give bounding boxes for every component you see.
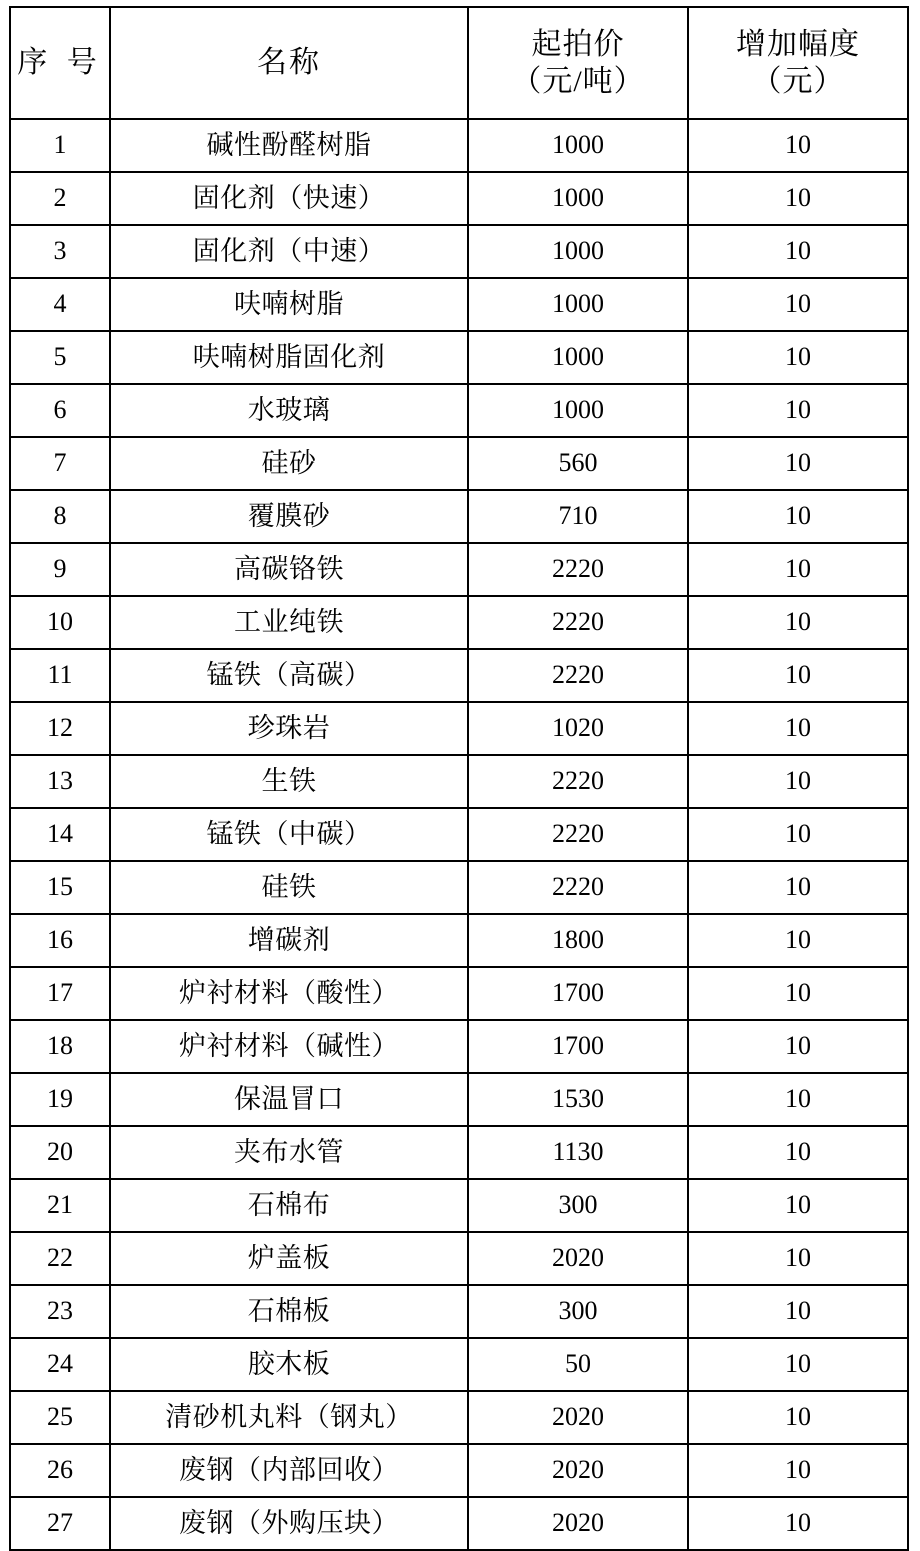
cell-index: 21	[10, 1179, 110, 1232]
table-row	[10, 967, 908, 1020]
cell-name: 增碳剂	[110, 914, 468, 967]
cell-name: 石棉板	[110, 1285, 468, 1338]
cell-increment: 10	[688, 596, 908, 649]
cell-name: 锰铁（中碳）	[110, 808, 468, 861]
table-row	[10, 1126, 908, 1179]
cell-starting-price: 1000	[468, 384, 688, 437]
cell-index: 27	[10, 1497, 110, 1550]
table-row	[10, 1020, 908, 1073]
table-row	[10, 596, 908, 649]
cell-index: 12	[10, 702, 110, 755]
table-row	[10, 119, 908, 172]
cell-index: 14	[10, 808, 110, 861]
cell-increment: 10	[688, 543, 908, 596]
cell-name: 炉盖板	[110, 1232, 468, 1285]
cell-index: 23	[10, 1285, 110, 1338]
cell-starting-price: 2220	[468, 543, 688, 596]
cell-name: 硅砂	[110, 437, 468, 490]
cell-increment: 10	[688, 1020, 908, 1073]
cell-starting-price: 300	[468, 1285, 688, 1338]
cell-index: 4	[10, 278, 110, 331]
table-row	[10, 755, 908, 808]
table-row	[10, 1338, 908, 1391]
cell-name: 生铁	[110, 755, 468, 808]
cell-starting-price: 300	[468, 1179, 688, 1232]
cell-index: 8	[10, 490, 110, 543]
cell-name: 锰铁（高碳）	[110, 649, 468, 702]
cell-starting-price: 560	[468, 437, 688, 490]
cell-index: 10	[10, 596, 110, 649]
table-row	[10, 649, 908, 702]
cell-name: 工业纯铁	[110, 596, 468, 649]
column-header-increment-line2: （元）	[751, 65, 845, 98]
cell-name: 废钢（外购压块）	[110, 1497, 468, 1550]
cell-index: 1	[10, 119, 110, 172]
cell-name: 清砂机丸料（钢丸）	[110, 1391, 468, 1444]
cell-index: 19	[10, 1073, 110, 1126]
cell-increment: 10	[688, 225, 908, 278]
table-row	[10, 914, 908, 967]
table-row	[10, 861, 908, 914]
cell-starting-price: 1000	[468, 331, 688, 384]
cell-starting-price: 1130	[468, 1126, 688, 1179]
column-header-starting-price	[468, 7, 688, 119]
cell-name: 碱性酚醛树脂	[110, 119, 468, 172]
table-row	[10, 1497, 908, 1550]
cell-starting-price: 1700	[468, 1020, 688, 1073]
cell-starting-price: 2020	[468, 1391, 688, 1444]
cell-starting-price: 2020	[468, 1444, 688, 1497]
table-body	[10, 119, 908, 1550]
cell-starting-price: 1530	[468, 1073, 688, 1126]
cell-increment: 10	[688, 119, 908, 172]
document-page	[0, 6, 920, 1546]
table-row	[10, 490, 908, 543]
cell-increment: 10	[688, 755, 908, 808]
cell-index: 7	[10, 437, 110, 490]
table-row	[10, 384, 908, 437]
cell-increment: 10	[688, 384, 908, 437]
cell-increment: 10	[688, 702, 908, 755]
cell-name: 胶木板	[110, 1338, 468, 1391]
cell-starting-price: 1020	[468, 702, 688, 755]
cell-starting-price: 2020	[468, 1497, 688, 1550]
cell-index: 26	[10, 1444, 110, 1497]
cell-starting-price: 2220	[468, 808, 688, 861]
table-row	[10, 225, 908, 278]
cell-increment: 10	[688, 1444, 908, 1497]
cell-starting-price: 1800	[468, 914, 688, 967]
table-row	[10, 172, 908, 225]
cell-index: 6	[10, 384, 110, 437]
cell-starting-price: 2220	[468, 649, 688, 702]
cell-name: 石棉布	[110, 1179, 468, 1232]
column-header-starting-price-line1: 起拍价	[531, 27, 625, 61]
cell-name: 固化剂（快速）	[110, 172, 468, 225]
cell-name: 废钢（内部回收）	[110, 1444, 468, 1497]
cell-index: 20	[10, 1126, 110, 1179]
cell-index: 9	[10, 543, 110, 596]
column-header-index: 序 号	[10, 7, 110, 119]
cell-name: 覆膜砂	[110, 490, 468, 543]
cell-index: 18	[10, 1020, 110, 1073]
cell-index: 11	[10, 649, 110, 702]
table-row	[10, 808, 908, 861]
table-row	[10, 702, 908, 755]
cell-increment: 10	[688, 1285, 908, 1338]
table-row	[10, 1285, 908, 1338]
cell-index: 3	[10, 225, 110, 278]
table-row	[10, 437, 908, 490]
cell-increment: 10	[688, 1338, 908, 1391]
cell-starting-price: 1000	[468, 119, 688, 172]
cell-name: 呋喃树脂固化剂	[110, 331, 468, 384]
cell-name: 水玻璃	[110, 384, 468, 437]
table-row	[10, 1179, 908, 1232]
cell-increment: 10	[688, 967, 908, 1020]
cell-starting-price: 2020	[468, 1232, 688, 1285]
table-row	[10, 1391, 908, 1444]
cell-starting-price: 1000	[468, 278, 688, 331]
cell-increment: 10	[688, 1179, 908, 1232]
cell-name: 夹布水管	[110, 1126, 468, 1179]
cell-increment: 10	[688, 278, 908, 331]
price-table	[9, 6, 909, 1551]
cell-name: 固化剂（中速）	[110, 225, 468, 278]
cell-increment: 10	[688, 1073, 908, 1126]
table-row	[10, 278, 908, 331]
cell-increment: 10	[688, 649, 908, 702]
table-row	[10, 331, 908, 384]
cell-increment: 10	[688, 808, 908, 861]
cell-starting-price: 1000	[468, 225, 688, 278]
cell-index: 17	[10, 967, 110, 1020]
cell-increment: 10	[688, 1391, 908, 1444]
column-header-name: 名称	[110, 7, 468, 119]
cell-starting-price: 2220	[468, 861, 688, 914]
cell-name: 炉衬材料（酸性）	[110, 967, 468, 1020]
cell-starting-price: 710	[468, 490, 688, 543]
cell-index: 13	[10, 755, 110, 808]
cell-name: 呋喃树脂	[110, 278, 468, 331]
table-header	[10, 7, 908, 119]
cell-starting-price: 2220	[468, 755, 688, 808]
table-row	[10, 543, 908, 596]
cell-name: 炉衬材料（碱性）	[110, 1020, 468, 1073]
table-row	[10, 1232, 908, 1285]
cell-starting-price: 50	[468, 1338, 688, 1391]
cell-index: 15	[10, 861, 110, 914]
cell-increment: 10	[688, 1497, 908, 1550]
cell-increment: 10	[688, 1232, 908, 1285]
column-header-increment	[688, 7, 908, 119]
cell-starting-price: 1000	[468, 172, 688, 225]
column-header-starting-price-line2: （元/吨）	[511, 65, 645, 98]
table-row	[10, 1444, 908, 1497]
cell-increment: 10	[688, 172, 908, 225]
cell-increment: 10	[688, 490, 908, 543]
cell-increment: 10	[688, 1126, 908, 1179]
cell-index: 22	[10, 1232, 110, 1285]
cell-name: 高碳铬铁	[110, 543, 468, 596]
cell-starting-price: 2220	[468, 596, 688, 649]
cell-index: 25	[10, 1391, 110, 1444]
cell-increment: 10	[688, 437, 908, 490]
cell-increment: 10	[688, 914, 908, 967]
cell-increment: 10	[688, 861, 908, 914]
cell-index: 24	[10, 1338, 110, 1391]
cell-name: 保温冒口	[110, 1073, 468, 1126]
table-row	[10, 1073, 908, 1126]
cell-index: 2	[10, 172, 110, 225]
cell-name: 珍珠岩	[110, 702, 468, 755]
cell-increment: 10	[688, 331, 908, 384]
cell-index: 16	[10, 914, 110, 967]
cell-name: 硅铁	[110, 861, 468, 914]
cell-starting-price: 1700	[468, 967, 688, 1020]
table-header-row	[10, 7, 908, 119]
column-header-increment-line1: 增加幅度	[736, 27, 860, 61]
cell-index: 5	[10, 331, 110, 384]
